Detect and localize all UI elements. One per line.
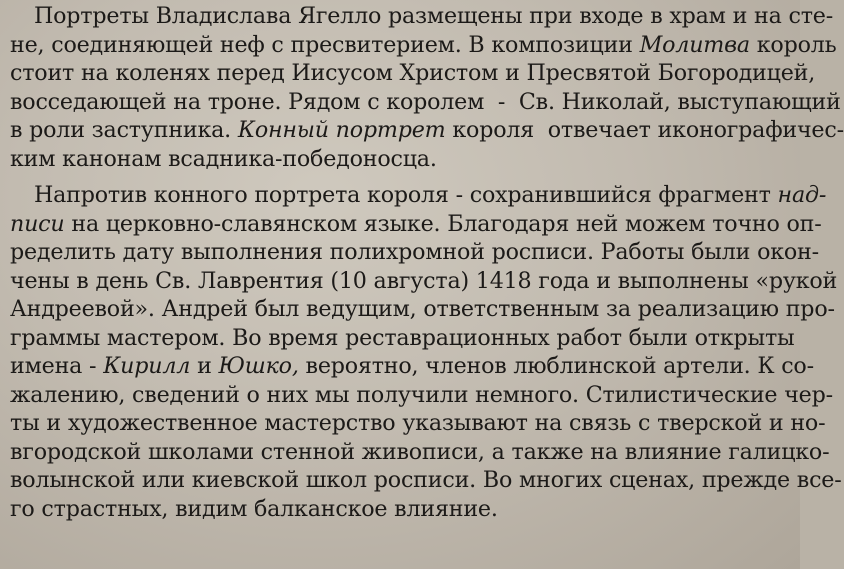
text-line <box>10 2 834 31</box>
text-line <box>10 352 814 381</box>
italic-text: Кирилл <box>103 353 191 379</box>
text-run: король <box>749 31 837 58</box>
text-run: ределить дату выполнения полихромной росписи. Работы были окон- <box>10 239 819 265</box>
paragraph-2 <box>10 181 842 523</box>
article-text <box>10 2 844 523</box>
italic-text: Юшко, <box>218 353 299 379</box>
text-run: волынской или киевской школ росписи. Во многих сценах, прежде все- <box>10 467 842 493</box>
text-run: Напротив конного портрета короля - сохранившийся фрагмент <box>34 182 778 208</box>
text-line <box>10 381 833 410</box>
text-run: ты и художественное мастерство указывают на связь с тверской и но- <box>10 410 826 436</box>
text-run: восседающей на троне. Рядом с королем - Св. Николай, выступающий <box>10 88 841 115</box>
text-run: чены в день Св. Лаврентия (10 августа) 1418 года и выполнены «рукой <box>10 267 838 294</box>
italic-text: Конный портрет <box>237 117 446 143</box>
text-run: жалению, сведений о них мы получили немного. Стилистические чер- <box>10 381 833 408</box>
text-line <box>10 238 819 267</box>
text-line <box>10 116 844 145</box>
italic-text: Молитва <box>639 31 750 58</box>
text-run: на церковно-славянском языке. Благодаря ней можем точно оп- <box>64 210 822 237</box>
italic-text: писи <box>10 210 65 237</box>
text-run: стоит на коленях перед Иисусом Христом и Пресвятой Богородицей, <box>10 60 816 86</box>
text-line <box>10 59 816 88</box>
italic-text: над- <box>777 182 827 208</box>
paragraph-gap <box>10 173 800 181</box>
text-run: в роли заступника. <box>10 117 238 143</box>
paragraph-1 <box>10 2 844 173</box>
text-line <box>10 88 841 117</box>
text-run: го страстных, видим балканское влияние. <box>10 495 498 522</box>
text-run: и <box>190 353 219 379</box>
text-line <box>10 31 837 60</box>
text-line <box>10 324 800 353</box>
text-line <box>10 295 835 324</box>
text-run: ким канонам всадника-победоносца. <box>10 145 437 172</box>
text-line <box>10 210 822 239</box>
text-line <box>10 495 800 524</box>
text-run: имена - <box>10 353 104 379</box>
text-line <box>10 145 800 174</box>
text-run: вероятно, членов люблинской артели. К со- <box>298 353 814 379</box>
text-line <box>10 466 842 495</box>
text-line <box>10 267 838 296</box>
text-run: Андреевой». Андрей был ведущим, ответственным за реализацию про- <box>10 296 835 322</box>
text-line <box>10 181 827 210</box>
text-run: короля отвечает иконографичес- <box>445 117 844 143</box>
text-line <box>10 438 830 467</box>
text-line <box>10 409 826 438</box>
text-run: вгородской школами стенной живописи, а также на влияние галицко- <box>10 438 830 465</box>
text-run: Портреты Владислава Ягелло размещены при входе в храм и на сте- <box>34 3 834 29</box>
text-run: не, соединяющей неф с пресвитерием. В композиции <box>10 31 640 58</box>
text-run: граммы мастером. Во время реставрационных работ были открыты <box>10 324 795 351</box>
